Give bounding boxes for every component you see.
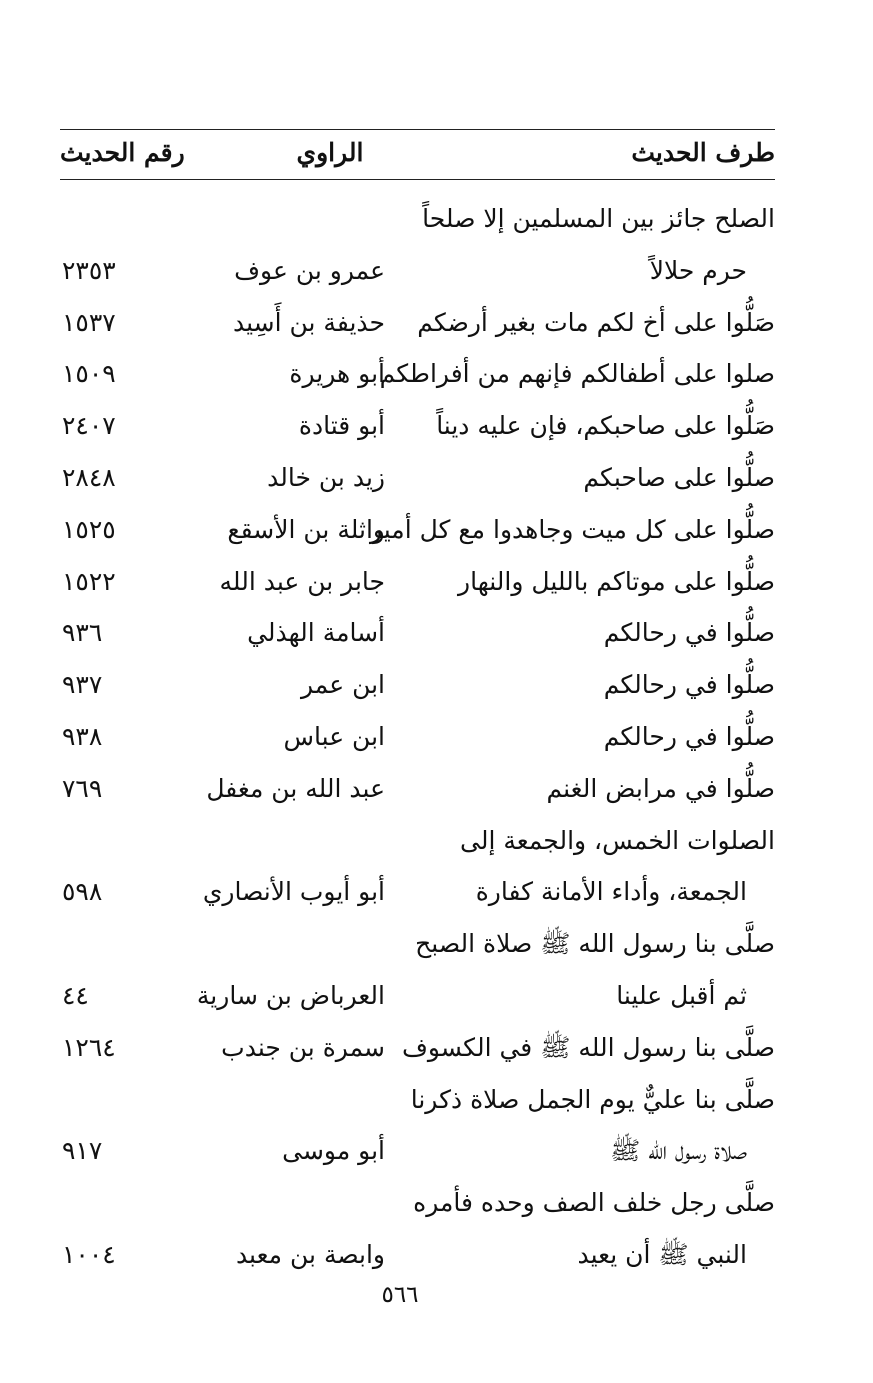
table-row [60, 455, 775, 507]
column-header-hadith: طرف الحديث [631, 138, 775, 167]
table-row [60, 1180, 775, 1232]
table-row [60, 559, 775, 611]
hadith-text: صلُّوا في رحالكم [603, 721, 775, 751]
table-row [60, 248, 775, 300]
hadith-text: صلوا على أطفالكم فإنهم من أفراطكم [379, 359, 775, 389]
header-bottom-rule [60, 179, 775, 180]
hadith-text: صَلُّوا على أخ لكم مات بغير أرضكم [417, 307, 775, 337]
table-row [60, 300, 775, 352]
hadith-text: صلُّوا على موتاكم بالليل والنهار [458, 566, 775, 596]
header-top-rule [60, 129, 775, 130]
hadith-number: ١٠٠٤ [62, 1239, 116, 1269]
hadith-text: حرم حلالاً [649, 255, 747, 285]
narrator-name: أبو قتادة [298, 411, 385, 441]
narrator-name: ابن عمر [300, 670, 385, 700]
table-row [60, 973, 775, 1025]
table-row [60, 1128, 775, 1180]
table-row [60, 921, 775, 973]
hadith-text: الصلوات الخمس، والجمعة إلى [460, 825, 775, 855]
hadith-number: ٧٦٩ [62, 773, 103, 803]
table-header [60, 134, 775, 178]
hadith-number: ٩٣٨ [62, 721, 103, 751]
narrator-name: سمرة بن جندب [221, 1032, 385, 1062]
hadith-text: ثم أقبل علينا [616, 980, 747, 1010]
hadith-number: ١٥٣٧ [62, 307, 116, 337]
hadith-text: الجمعة، وأداء الأمانة كفارة [475, 877, 747, 907]
hadith-text: صلُّوا في رحالكم [603, 618, 775, 648]
table-row [60, 351, 775, 403]
narrator-name: أبو هريرة [289, 359, 385, 389]
hadith-text: الصلح جائز بين المسلمين إلا صلحاً [422, 204, 775, 233]
table-row [60, 403, 775, 455]
table-row [60, 1077, 775, 1129]
hadith-number: ٩٣٦ [62, 618, 103, 648]
hadith-text: صلَّى بنا عليٌّ يوم الجمل صلاة ذكرنا [410, 1084, 775, 1114]
hadith-text: صلُّوا على صاحبكم [583, 462, 775, 492]
hadith-text: صلُّوا في مرابض الغنم [546, 773, 775, 803]
narrator-name: العرباض بن سارية [196, 980, 385, 1010]
narrator-name: أبو موسى [282, 1136, 385, 1166]
hadith-number: ٩٣٧ [62, 670, 103, 700]
hadith-number: ١٢٦٤ [62, 1032, 116, 1062]
table-row [60, 869, 775, 921]
hadith-number: ١٥٢٥ [62, 514, 116, 544]
narrator-name: عمرو بن عوف [234, 255, 385, 285]
table-row [60, 507, 775, 559]
narrator-name: حذيفة بن أَسِيد [232, 307, 385, 337]
hadith-number: ٢٤٠٧ [62, 411, 116, 441]
table-row [60, 196, 775, 248]
hadith-text: صَلُّوا على صاحبكم، فإن عليه ديناً [436, 411, 775, 441]
narrator-name: واثلة بن الأسقع [227, 514, 385, 544]
table-row [60, 818, 775, 870]
table-row [60, 714, 775, 766]
table-row [60, 662, 775, 714]
hadith-text: صلُّوا على كل ميت وجاهدوا مع كل أمير [369, 514, 775, 544]
hadith-text: صلُّوا في رحالكم [603, 670, 775, 700]
narrator-name: جابر بن عبد الله [219, 566, 385, 596]
hadith-number: ٢٨٤٨ [62, 462, 116, 492]
narrator-name: زيد بن خالد [267, 462, 385, 492]
narrator-name: ابن عباس [283, 721, 385, 751]
table-row [60, 1025, 775, 1077]
hadith-text: صلَّى بنا رسول الله ﷺ في الكسوف [402, 1032, 775, 1062]
hadith-text: صلاة رسول الله ﷺ [610, 1136, 747, 1166]
hadith-number: ١٥٢٢ [62, 566, 116, 596]
column-header-number: رقم الحديث [60, 138, 185, 167]
hadith-number: ٤٤ [62, 980, 89, 1010]
hadith-number: ٥٩٨ [62, 877, 103, 907]
hadith-text: صلَّى رجل خلف الصف وحده فأمره [413, 1188, 775, 1218]
narrator-name: وابصة بن معبد [235, 1239, 385, 1269]
narrator-name: أسامة الهذلي [247, 618, 385, 648]
hadith-text: صلَّى بنا رسول الله ﷺ صلاة الصبح [415, 929, 775, 959]
hadith-text: النبي ﷺ أن يعيد [577, 1239, 747, 1269]
column-header-narrator: الراوي [296, 138, 364, 167]
hadith-number: ٢٣٥٣ [62, 255, 116, 285]
hadith-number: ١٥٠٩ [62, 359, 116, 389]
narrator-name: أبو أيوب الأنصاري [202, 877, 385, 907]
narrator-name: عبد الله بن مغفل [206, 773, 385, 803]
page-number: ٥٦٦ [381, 1282, 419, 1308]
hadith-index-table [60, 196, 775, 1284]
table-row [60, 1232, 775, 1284]
table-row [60, 766, 775, 818]
table-row [60, 610, 775, 662]
hadith-number: ٩١٧ [62, 1136, 103, 1166]
